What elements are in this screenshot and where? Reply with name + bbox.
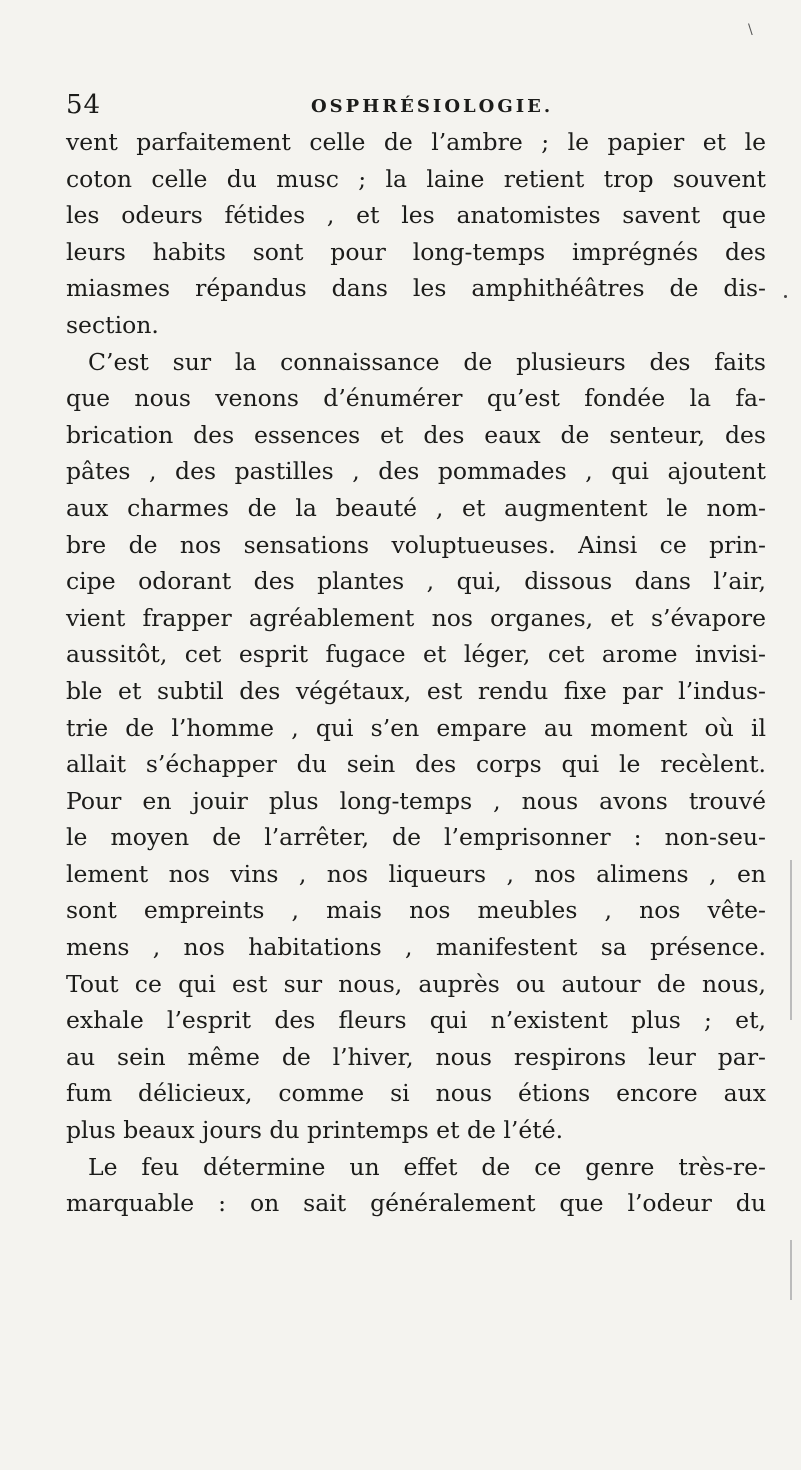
- margin-dot: [784, 295, 787, 298]
- text-line: ble et subtil des végétaux, est rendu fixe par l’indus-: [66, 676, 766, 705]
- text-line: sont empreints , mais nos meubles , nos vête-: [66, 896, 766, 925]
- text-line: vient frapper agréablement nos organes, et s’évapore: [66, 603, 766, 632]
- text-line: marquable : on sait généralement que l’odeur du: [66, 1189, 766, 1218]
- text-line: Pour en jouir plus long-temps , nous avons trouvé: [66, 786, 766, 815]
- text-line: au sein même de l’hiver, nous respirons leur par-: [66, 1042, 766, 1071]
- text-line: Tout ce qui est sur nous, auprès ou autour de nous,: [66, 969, 766, 998]
- text-line: trie de l’homme , qui s’en empare au moment où il: [66, 713, 766, 742]
- text-line: cipe odorant des plantes , qui, dissous dans l’air,: [66, 567, 766, 596]
- text-line: vent parfaitement celle de l’ambre ; le papier et le: [66, 128, 766, 156]
- text-line: brication des essences et des eaux de senteur, des: [66, 420, 766, 449]
- text-line: fum délicieux, comme si nous étions encore aux: [66, 1079, 766, 1108]
- text-line: que nous venons d’énumérer qu’est fondée la fa-: [66, 384, 766, 413]
- page-edge-mark: [790, 1240, 792, 1300]
- text-line: miasmes répandus dans les amphithéâtres de dis-: [66, 274, 766, 303]
- text-line: pâtes , des pastilles , des pommades , qui ajoutent: [66, 457, 766, 486]
- text-line: C’est sur la connaissance de plusieurs des faits: [88, 347, 766, 376]
- text-line: exhale l’esprit des fleurs qui n’existent plus ; et,: [66, 1006, 766, 1035]
- page-header: [66, 90, 756, 126]
- text-line: leurs habits sont pour long-temps imprégnés des: [66, 237, 766, 266]
- page-edge-mark: [790, 860, 792, 1020]
- text-line: section.: [66, 310, 159, 339]
- text-line: aux charmes de la beauté , et augmentent le nom-: [66, 493, 766, 522]
- text-line: lement nos vins , nos liqueurs , nos alimens , en: [66, 859, 766, 888]
- text-line: allait s’échapper du sein des corps qui le recèlent.: [66, 750, 766, 779]
- text-line: mens , nos habitations , manifestent sa présence.: [66, 933, 766, 962]
- margin-mark: \: [748, 22, 753, 38]
- text-line: bre de nos sensations voluptueuses. Ainsi ce prin-: [66, 530, 766, 559]
- text-line: Le feu détermine un effet de ce genre très-re-: [88, 1152, 766, 1181]
- text-line: plus beaux jours du printemps et de l’été.: [66, 1116, 564, 1145]
- text-line: le moyen de l’arrêter, de l’emprisonner : non-seu-: [66, 823, 766, 852]
- text-line: les odeurs fétides , et les anatomistes savent que: [66, 201, 766, 230]
- page-number: 54: [66, 90, 102, 120]
- text-line: coton celle du musc ; la laine retient trop souvent: [66, 164, 766, 193]
- body-text: [66, 124, 766, 1222]
- text-line: aussitôt, cet esprit fugace et léger, cet arome invisi-: [66, 640, 766, 669]
- running-title: OSPHRÉSIOLOGIE.: [311, 96, 554, 117]
